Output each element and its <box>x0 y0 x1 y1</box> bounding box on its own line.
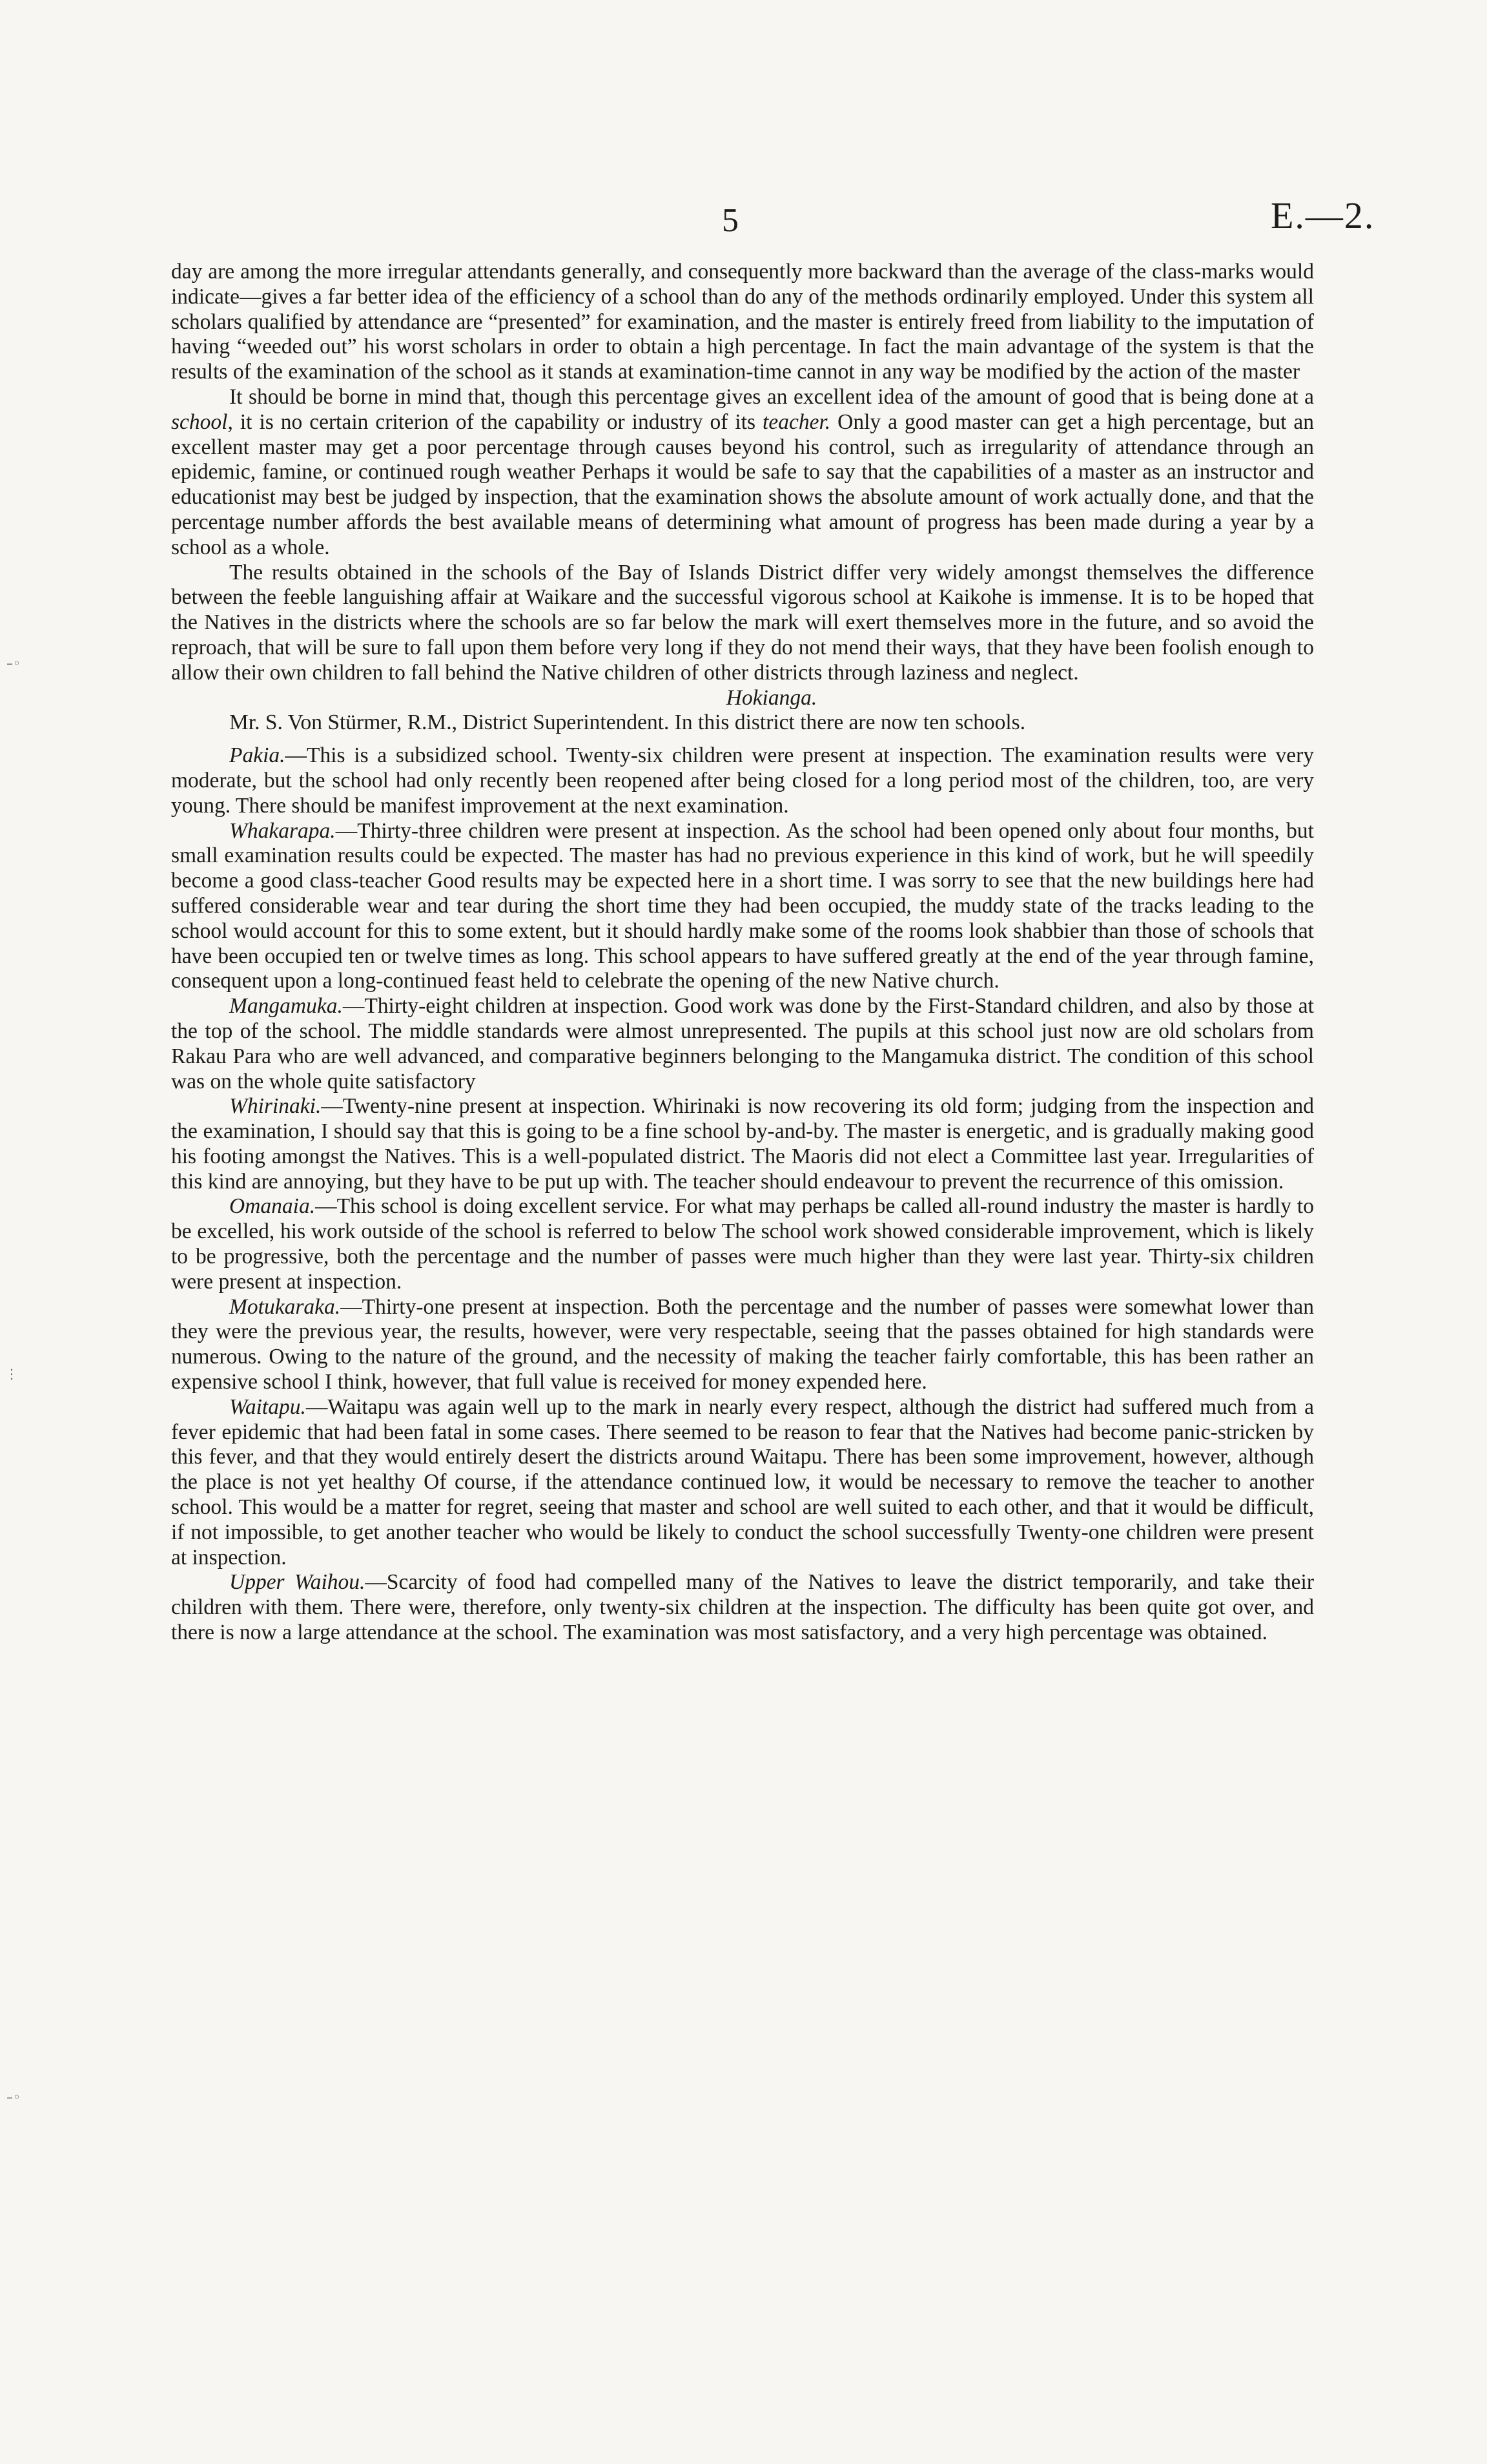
paragraph <box>171 385 1314 561</box>
school-text: —Thirty-three children were present at inspection. As the school had been opened only about four months, but small examination results could be expected. The master has had no previous experience in this kind of work, but he will speedily become a good class-teacher Good results may be expected here in a short time. I was sorry to see that the new buildings here had suffered considerable wear and tear during the short time they had been occupied, the muddy state of the tracks leading to the school would account for this to some extent, but it should hardly make some of the rooms look shabbier than those of schools that have been occupied ten or twelve times as long. This school appears to have suffered greatly at the end of the year through famine, consequent upon a long-continued feast held to celebrate the opening of the new Native church. <box>171 818 1314 993</box>
school-name: Mangamuka. <box>229 994 343 1019</box>
school-paragraph <box>171 1395 1314 1571</box>
paragraph-text: it is no certain criterion of the capability or industry of its <box>232 409 763 434</box>
school-text: —Waitapu was again well up to the mark in nearly every respect, although the district had suffered much from a fever epidemic that had been fatal in some cases. There seemed to be reason to fear that the Natives had become panic-stricken by this fever, and that they would entirely desert the districts around Waitapu. There has been some improvement, however, although the place is not yet healthy Of course, if the attendance continued low, it would be necessary to remove the teacher to another school. This would be a matter for regret, seeing that master and school are well suited to each other, and that it would be difficult, if not impossible, to get another teacher who would be likely to conduct the school successfully Twenty-one children were present at inspection. <box>171 1394 1314 1569</box>
school-text: —Twenty-nine present at inspection. Whirinaki is now recovering its old form; judging from the inspection and the examination, I should say that this is going to be a fine school by-and-by. The master is energetic, and is gradually making good his footing amongst the Natives. This is a well-populated district. The Maoris did not elect a Committee last year. Irregularities of this kind are annoying, but they have to be put up with. The teacher should endeavour to prevent the recurrence of this omission. <box>171 1094 1314 1194</box>
document-body <box>171 260 1314 1646</box>
margin-mark: ⋮ <box>5 1366 18 1382</box>
school-text: —Thirty-eight children at inspection. Good work was done by the First-Standard children, and also by those at the top of the school. The middle standards were almost unrepresented. The pupils at this school just now are old scholars from Rakau Para who are well advanced, and comparative beginners belonging to the Mangamuka district. The condition of this school was on the whole quite satisfactory <box>171 994 1314 1093</box>
section-intro: Mr. S. Von Stürmer, R.M., District Superintendent. In this district there are now ten schools. <box>229 710 1026 735</box>
school-name: Omanaia. <box>229 1194 316 1219</box>
margin-mark: –◦ <box>6 656 21 671</box>
school-paragraph <box>171 743 1314 818</box>
school-paragraph <box>171 994 1314 1094</box>
emphasis-text: teacher. <box>763 409 831 434</box>
school-paragraph <box>171 1295 1314 1395</box>
school-name: Upper Waihou. <box>229 1570 365 1595</box>
paragraph-text: Only a good master can get a high percentage, but an excellent master may get a poor percentage through causes beyond his control, such as irregularity of attendance through an epidemic, famine, or continued rough weather Perhaps it would be safe to say that the capabilities of a master as an instructor and educationist may best be judged by inspection, that the examination shows the absolute amount of work actually done, and that the percentage number affords the best available means of determining what amount of progress has been made during a year by a school as a whole. <box>171 409 1314 559</box>
school-text: —This school is doing excellent service. For what may perhaps be called all-round industry the master is hardly to be excelled, his work outside of the school is referred to below The school work showed considerable improvement, which is likely to be progressive, both the percentage and the number of passes were much higher than they were last year. Thirty-six children were present at inspection. <box>171 1194 1314 1294</box>
school-paragraph <box>171 819 1314 995</box>
paragraph-text: It should be borne in mind that, though this percentage gives an excellent idea of the amount of good that is being done at a <box>229 384 1314 409</box>
page-number: 5 <box>722 202 739 239</box>
school-name: Waitapu. <box>229 1394 306 1419</box>
school-name: Motukaraka. <box>229 1294 341 1319</box>
section-heading: Hokianga. <box>726 685 817 710</box>
school-paragraph <box>171 1194 1314 1294</box>
school-text: —Thirty-one present at inspection. Both the percentage and the number of passes were somewhat lower than they were the previous year, the results, however, were very respectable, seeing that the passes obtained for high standards were numerous. Owing to the nature of the ground, and the necessity of making the teacher fairly comfortable, this has been rather an expensive school I think, however, that full value is received for money expended here. <box>171 1294 1314 1394</box>
school-paragraph <box>171 1094 1314 1194</box>
paragraph: day are among the more irregular attendants generally, and consequently more backward than the average of the class-marks would indicate—gives a far better idea of the efficiency of a school than do any of the methods ordinarily employed. Under this system all scholars qualified by attendance are “presented” for examination, and the master is entirely freed from liability to the imputation of having “weeded out” his worst scholars in order to obtain a high percentage. In fact the main advantage of the system is that the results of the examination of the school as it stands at examination-time cannot in any way be modified by the action of the master <box>171 260 1314 384</box>
school-name: Whirinaki. <box>229 1094 322 1119</box>
school-name: Pakia. <box>229 743 285 768</box>
emphasis-text: school, <box>171 409 233 434</box>
school-text: —This is a subsidized school. Twenty-six children were present at inspection. The examination results were very moderate, but the school had only recently been reopened after being closed for a long period most of the children, too, are very young. There should be manifest improvement at the next examination. <box>171 743 1314 818</box>
paragraph: The results obtained in the schools of the Bay of Islands District differ very widely amongst themselves the difference between the feeble languishing affair at Waikare and the successful vigorous school at Kaikohe is immense. It is to be hoped that the Natives in the districts where the schools are so far below the mark will exert themselves more in the future, and so avoid the reproach, that will be sure to fall upon them before very long if they do not mend their ways, that they have been foolish enough to allow their own children to fall behind the Native children of other districts through laziness and neglect. <box>171 560 1314 685</box>
school-name: Whakarapa. <box>229 818 336 843</box>
document-reference: E.—2. <box>1271 194 1375 236</box>
school-text: —Scarcity of food had compelled many of the Natives to leave the district temporarily, and take their children with them. There were, therefore, only twenty-six children at the inspection. The difficulty has been quite got over, and there is now a large attendance at the school. The examination was most satisfactory, and a very high percentage was obtained. <box>171 1570 1314 1645</box>
margin-mark: –◦ <box>6 2089 21 2105</box>
school-paragraph <box>171 1570 1314 1645</box>
